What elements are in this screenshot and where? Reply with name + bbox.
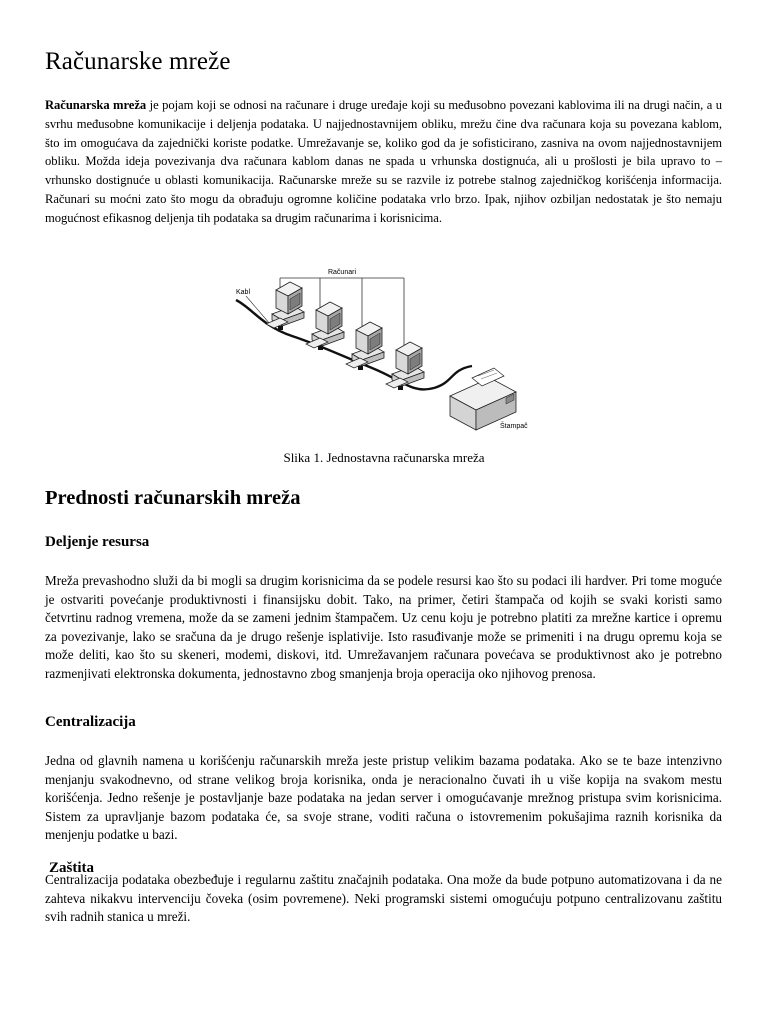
network-diagram-figure [232,260,532,440]
subsection-heading-centralization: Centralizacija [45,714,136,730]
page-title: Računarske mreže [45,48,231,75]
intro-text: je pojam koji se odnosi na računare i druge uređaje koji su međusobno povezani kablovima ili na drugi način, a u svrhu međusobne komunikacije i deljenja podataka. U najjednostavnijem obliku, mrežu čine dva računara koja su povezana kablom, što im omogućava da zajednički koriste podatke. Umrežavanje se, koliko god da je sofisticirano, zasniva na ovom najjednostavnijem obliku. Možda ideja povezivanja dva računara kablom danas ne spada u vrhunska dostignuća, ali u prošlosti je bila upravo to – vrhunsko dostignuće u oblasti komunikacija. Računarske mreže su se razvile iz potrebe stalnog zajedničkog korišćenja informacija. Računari su moćni zato što mogu da obrađuju ogromne količine podataka vrlo brzo. Ipak, njihov ozbiljan nedostatak je što nemaju mogućnost efikasnog deljenja tih podataka sa drugim računarima i korisnicima. [45,98,722,225]
printer-label: Štampač [500,423,528,430]
section-heading: Prednosti računarskih mreža [45,487,301,509]
printer-icon [450,368,516,430]
computers-label: Računari [327,269,357,276]
protection-paragraph: Centralizacija podataka obezbeđuje i regularnu zaštitu značajnih podataka. Ona može da bude potpuno automatizovana i da ne zahteva nikakvu intervenciju čoveka (osim povremene). Neki programski sistemi omogućuju potpuno centralizovanu zaštitu svih radnih stanica u mreži. [45,872,722,925]
centralization-paragraph: Jedna od glavnih namena u korišćenju računarskih mreža jeste pristup velikim bazama podataka. Ako se te baze intenzivno menjanju svakodnevno, od strane velikog broja korisnika, onda je neracionalno čuvati ih u više kopija na svakom mestu korišćenja. Jedno rešenje je postavljanje baze podataka na jedan server i omogućavanje mrežnog pristupa svim korisnicima. Sistem za upravljanje bazom podataka će, sa svoje strane, voditi računa o istovremenim pokušajima raznih korisnika da menjenju podatke u bazi. [45,753,722,843]
cable-label: Kabl [236,289,251,296]
intro-paragraph [45,96,722,228]
figure-caption: Slika 1. Jednostavna računarska mreža [283,450,485,465]
intro-lead-term: Računarska mreža [45,98,147,112]
subsection-heading-resource-sharing: Deljenje resursa [45,534,150,550]
subsection-heading-protection: Zaštita [49,860,94,876]
resource-sharing-paragraph: Mreža prevashodno služi da bi mogli sa drugim korisnicima da se podele resursi kao što su podaci ili hardver. Pri tome moguće je ostvariti povećanje produktivnosti i finansijsku dobit. Tako, na primer, četiri štampača od kojih se svaki koristi samo četvrtinu radnog vremena, može da se zameni jednim štampačem. Uz cenu koju je potrebno platiti za mrežne kartice i opremu za povezivanje, lako se sračuna da je drugo rešenje isplativije. Isto rasuđivanje može se primeniti i na drugu opremu koja se može deliti, kao što su skeneri, modemi, diskovi, itd. Umrežavanjem računara povećava se produktivnost ako je potrebno razmenjivati elektronska dokumenta, jednostavno zbog smanjenja broja operacija oko njihovog prenosa. [45,573,722,681]
